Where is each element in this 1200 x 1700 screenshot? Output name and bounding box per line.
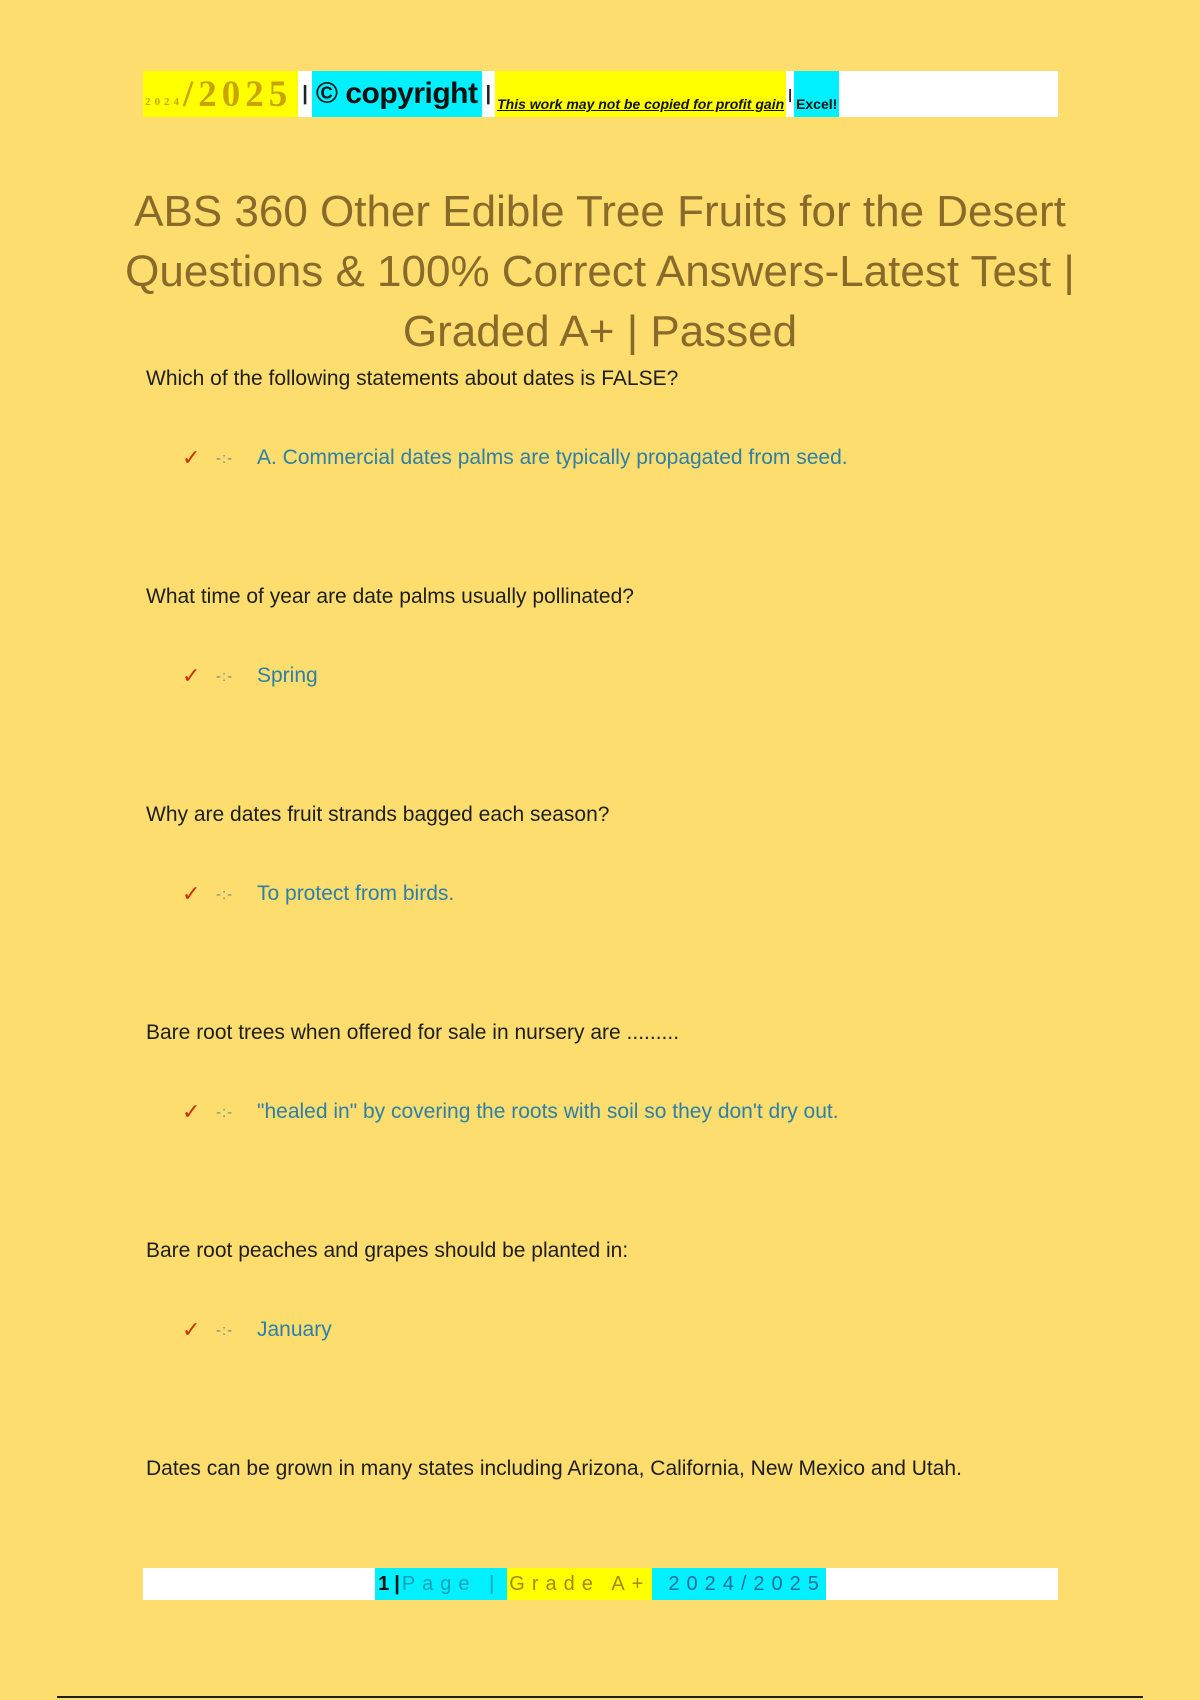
page-footer: [143, 1568, 1058, 1600]
page-label: Page |: [402, 1568, 507, 1600]
question-text: Bare root peaches and grapes should be planted in:: [146, 1239, 629, 1262]
check-icon: ✓: [182, 445, 201, 470]
answer-marker: -:-: [216, 1321, 234, 1339]
answer-marker: -:-: [216, 885, 234, 903]
header-copy-warning: This work may not be copied for profit gain: [495, 71, 786, 117]
header-year-small: 2024: [145, 96, 183, 108]
header-separator: |: [485, 82, 492, 105]
answer-text: A. Commercial dates palms are typically propagated from seed.: [257, 446, 848, 469]
answer-line: [182, 881, 454, 907]
answer-marker: -:-: [216, 449, 234, 467]
question-text: Which of the following statements about dates is FALSE?: [146, 367, 679, 390]
page-number: 1: [375, 1568, 391, 1600]
answer-line: [182, 1317, 332, 1343]
document-title: ABS 360 Other Edible Tree Fruits for the Desert Questions & 100% Correct Answers-Latest Test | Graded A+ | Passed: [125, 187, 1075, 356]
answer-text: January: [257, 1318, 332, 1341]
answer-line: [182, 1099, 839, 1125]
answer-line: [182, 663, 318, 689]
answer-marker: -:-: [216, 1103, 234, 1121]
header-separator: |: [302, 82, 308, 105]
answer-marker: -:-: [216, 667, 234, 685]
footer-year: 2024/2025: [652, 1568, 826, 1600]
answer-line: [182, 445, 848, 471]
question-text: Bare root trees when offered for sale in nursery are .........: [146, 1021, 680, 1044]
check-icon: ✓: [182, 1099, 201, 1124]
answer-text: "healed in" by covering the roots with soil so they don't dry out.: [257, 1100, 839, 1123]
header-excel: Excel!: [794, 71, 839, 117]
header-year-big: /2025: [183, 74, 293, 115]
header-band: [143, 71, 1058, 117]
answer-text: Spring: [257, 664, 318, 687]
check-icon: ✓: [182, 881, 201, 906]
question-text: What time of year are date palms usually pollinated?: [146, 585, 634, 608]
check-icon: ✓: [182, 663, 201, 688]
header-separator: |: [788, 86, 793, 102]
question-text: Dates can be grown in many states including Arizona, California, New Mexico and Utah.: [146, 1457, 962, 1480]
answer-text: To protect from birds.: [257, 882, 455, 905]
grade-label: Grade A+: [507, 1568, 652, 1600]
check-icon: ✓: [182, 1317, 201, 1342]
footer-separator: |: [391, 1568, 402, 1600]
bottom-rule: [57, 1696, 1143, 1698]
header-year: [143, 71, 298, 117]
question-text: Why are dates fruit strands bagged each season?: [146, 803, 610, 826]
header-copyright: © copyright: [312, 71, 482, 117]
